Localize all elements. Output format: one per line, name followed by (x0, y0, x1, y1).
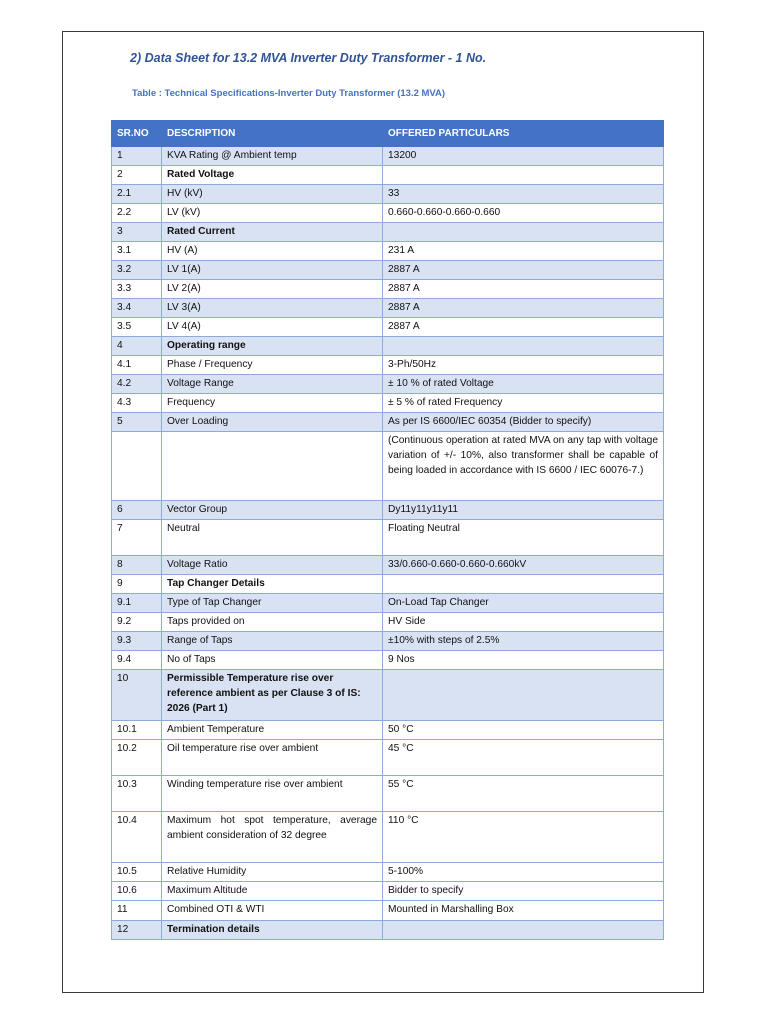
table-row (112, 594, 664, 613)
desc-cell: LV 4(A) (162, 318, 383, 337)
table-row (112, 520, 664, 556)
value-cell: 2887 A (383, 299, 664, 318)
sr-cell: 2.1 (112, 185, 162, 204)
desc-cell: LV 1(A) (162, 261, 383, 280)
desc-cell (162, 432, 383, 501)
sr-cell: 10 (112, 670, 162, 721)
desc-cell: Tap Changer Details (162, 575, 383, 594)
sr-cell: 10.5 (112, 863, 162, 882)
desc-cell: Range of Taps (162, 632, 383, 651)
table-row (112, 740, 664, 776)
value-cell: 5-100% (383, 863, 664, 882)
table-row (112, 375, 664, 394)
desc-cell: Winding temperature rise over ambient (162, 776, 383, 812)
table-row (112, 299, 664, 318)
table-row (112, 721, 664, 740)
value-cell: Mounted in Marshalling Box (383, 901, 664, 921)
desc-cell: KVA Rating @ Ambient temp (162, 147, 383, 166)
sr-cell: 4.3 (112, 394, 162, 413)
desc-cell: HV (A) (162, 242, 383, 261)
sr-cell (112, 432, 162, 501)
sr-cell: 8 (112, 556, 162, 575)
value-cell: 33/0.660-0.660-0.660-0.660kV (383, 556, 664, 575)
table-row (112, 812, 664, 863)
desc-cell: Vector Group (162, 501, 383, 520)
desc-cell: Relative Humidity (162, 863, 383, 882)
header-offered: OFFERED PARTICULARS (383, 121, 664, 147)
table-row (112, 556, 664, 575)
desc-cell: LV 2(A) (162, 280, 383, 299)
table-row (112, 204, 664, 223)
value-cell: 50 °C (383, 721, 664, 740)
value-cell: 2887 A (383, 261, 664, 280)
value-cell: 9 Nos (383, 651, 664, 670)
value-cell (383, 921, 664, 940)
sr-cell: 5 (112, 413, 162, 432)
desc-cell: HV (kV) (162, 185, 383, 204)
table-row (112, 901, 664, 921)
table-caption: Table : Technical Specifications-Inverter Duty Transformer (13.2 MVA) (132, 88, 446, 99)
value-cell: As per IS 6600/IEC 60354 (Bidder to specify) (383, 413, 664, 432)
sr-cell: 10.6 (112, 882, 162, 901)
desc-cell: Maximum Altitude (162, 882, 383, 901)
value-cell: HV Side (383, 613, 664, 632)
table-row (112, 575, 664, 594)
desc-cell: Permissible Temperature rise over reference ambient as per Clause 3 of IS: 2026 (Part 1) (162, 670, 383, 721)
desc-cell: Rated Current (162, 223, 383, 242)
sr-cell: 10.3 (112, 776, 162, 812)
value-cell (383, 166, 664, 185)
sr-cell: 6 (112, 501, 162, 520)
sr-cell: 9.3 (112, 632, 162, 651)
sr-cell: 3.1 (112, 242, 162, 261)
value-cell: 0.660-0.660-0.660-0.660 (383, 204, 664, 223)
table-row (112, 613, 664, 632)
desc-cell: Frequency (162, 394, 383, 413)
value-cell: 2887 A (383, 318, 664, 337)
header-description: DESCRIPTION (162, 121, 383, 147)
table-row (112, 651, 664, 670)
table-row (112, 166, 664, 185)
sr-cell: 11 (112, 901, 162, 921)
table-row (112, 356, 664, 375)
sr-cell: 10.4 (112, 812, 162, 863)
value-cell: On-Load Tap Changer (383, 594, 664, 613)
desc-cell: Ambient Temperature (162, 721, 383, 740)
value-cell: 13200 (383, 147, 664, 166)
table-row (112, 147, 664, 166)
desc-cell: Operating range (162, 337, 383, 356)
sr-cell: 4.2 (112, 375, 162, 394)
desc-cell: Combined OTI & WTI (162, 901, 383, 921)
table-row (112, 432, 664, 501)
sr-cell: 9 (112, 575, 162, 594)
desc-cell: Neutral (162, 520, 383, 556)
table-row (112, 501, 664, 520)
value-cell: 2887 A (383, 280, 664, 299)
value-cell: 33 (383, 185, 664, 204)
sr-cell: 3.2 (112, 261, 162, 280)
table-row (112, 413, 664, 432)
sr-cell: 12 (112, 921, 162, 940)
table-row (112, 261, 664, 280)
value-cell (383, 223, 664, 242)
value-cell: 45 °C (383, 740, 664, 776)
desc-cell: Maximum hot spot temperature, average ambient consideration of 32 degree (162, 812, 383, 863)
value-cell: Floating Neutral (383, 520, 664, 556)
value-cell: 3-Ph/50Hz (383, 356, 664, 375)
desc-cell: Voltage Range (162, 375, 383, 394)
value-cell: (Continuous operation at rated MVA on any tap with voltage variation of +/- 10%, also transformer shall be capable of being loaded in accordance with IS 6600 / IEC 60076-7.) (383, 432, 664, 501)
value-cell: 231 A (383, 242, 664, 261)
sr-cell: 9.2 (112, 613, 162, 632)
table-row (112, 632, 664, 651)
value-cell: 55 °C (383, 776, 664, 812)
sr-cell: 3 (112, 223, 162, 242)
sr-cell: 4 (112, 337, 162, 356)
sr-cell: 9.1 (112, 594, 162, 613)
sr-cell: 2.2 (112, 204, 162, 223)
table-row (112, 863, 664, 882)
desc-cell: Phase / Frequency (162, 356, 383, 375)
table-header-row (112, 121, 664, 147)
value-cell: 110 °C (383, 812, 664, 863)
value-cell (383, 670, 664, 721)
table-row (112, 223, 664, 242)
desc-cell: No of Taps (162, 651, 383, 670)
table-row (112, 318, 664, 337)
desc-cell: Taps provided on (162, 613, 383, 632)
value-cell: Dy11y11y11y11 (383, 501, 664, 520)
value-cell: ± 5 % of rated Frequency (383, 394, 664, 413)
desc-cell: Voltage Ratio (162, 556, 383, 575)
desc-cell: Oil temperature rise over ambient (162, 740, 383, 776)
table-row (112, 280, 664, 299)
table-row (112, 921, 664, 940)
sr-cell: 10.2 (112, 740, 162, 776)
sr-cell: 1 (112, 147, 162, 166)
sr-cell: 3.4 (112, 299, 162, 318)
sr-cell: 7 (112, 520, 162, 556)
desc-cell: Termination details (162, 921, 383, 940)
table-row (112, 242, 664, 261)
sr-cell: 9.4 (112, 651, 162, 670)
table-row (112, 394, 664, 413)
value-cell (383, 575, 664, 594)
sr-cell: 2 (112, 166, 162, 185)
table-row (112, 882, 664, 901)
value-cell: ± 10 % of rated Voltage (383, 375, 664, 394)
value-cell: Bidder to specify (383, 882, 664, 901)
desc-cell: Rated Voltage (162, 166, 383, 185)
sr-cell: 10.1 (112, 721, 162, 740)
table-row (112, 185, 664, 204)
spec-table (111, 120, 664, 940)
desc-cell: Type of Tap Changer (162, 594, 383, 613)
desc-cell: LV 3(A) (162, 299, 383, 318)
value-cell: ±10% with steps of 2.5% (383, 632, 664, 651)
sr-cell: 3.3 (112, 280, 162, 299)
table-row (112, 776, 664, 812)
table-row (112, 337, 664, 356)
desc-cell: LV (kV) (162, 204, 383, 223)
table-row (112, 670, 664, 721)
value-cell (383, 337, 664, 356)
desc-cell: Over Loading (162, 413, 383, 432)
sr-cell: 3.5 (112, 318, 162, 337)
sr-cell: 4.1 (112, 356, 162, 375)
section-heading: 2) Data Sheet for 13.2 MVA Inverter Duty Transformer - 1 No. (130, 51, 487, 65)
header-srno: SR.NO (112, 121, 162, 147)
